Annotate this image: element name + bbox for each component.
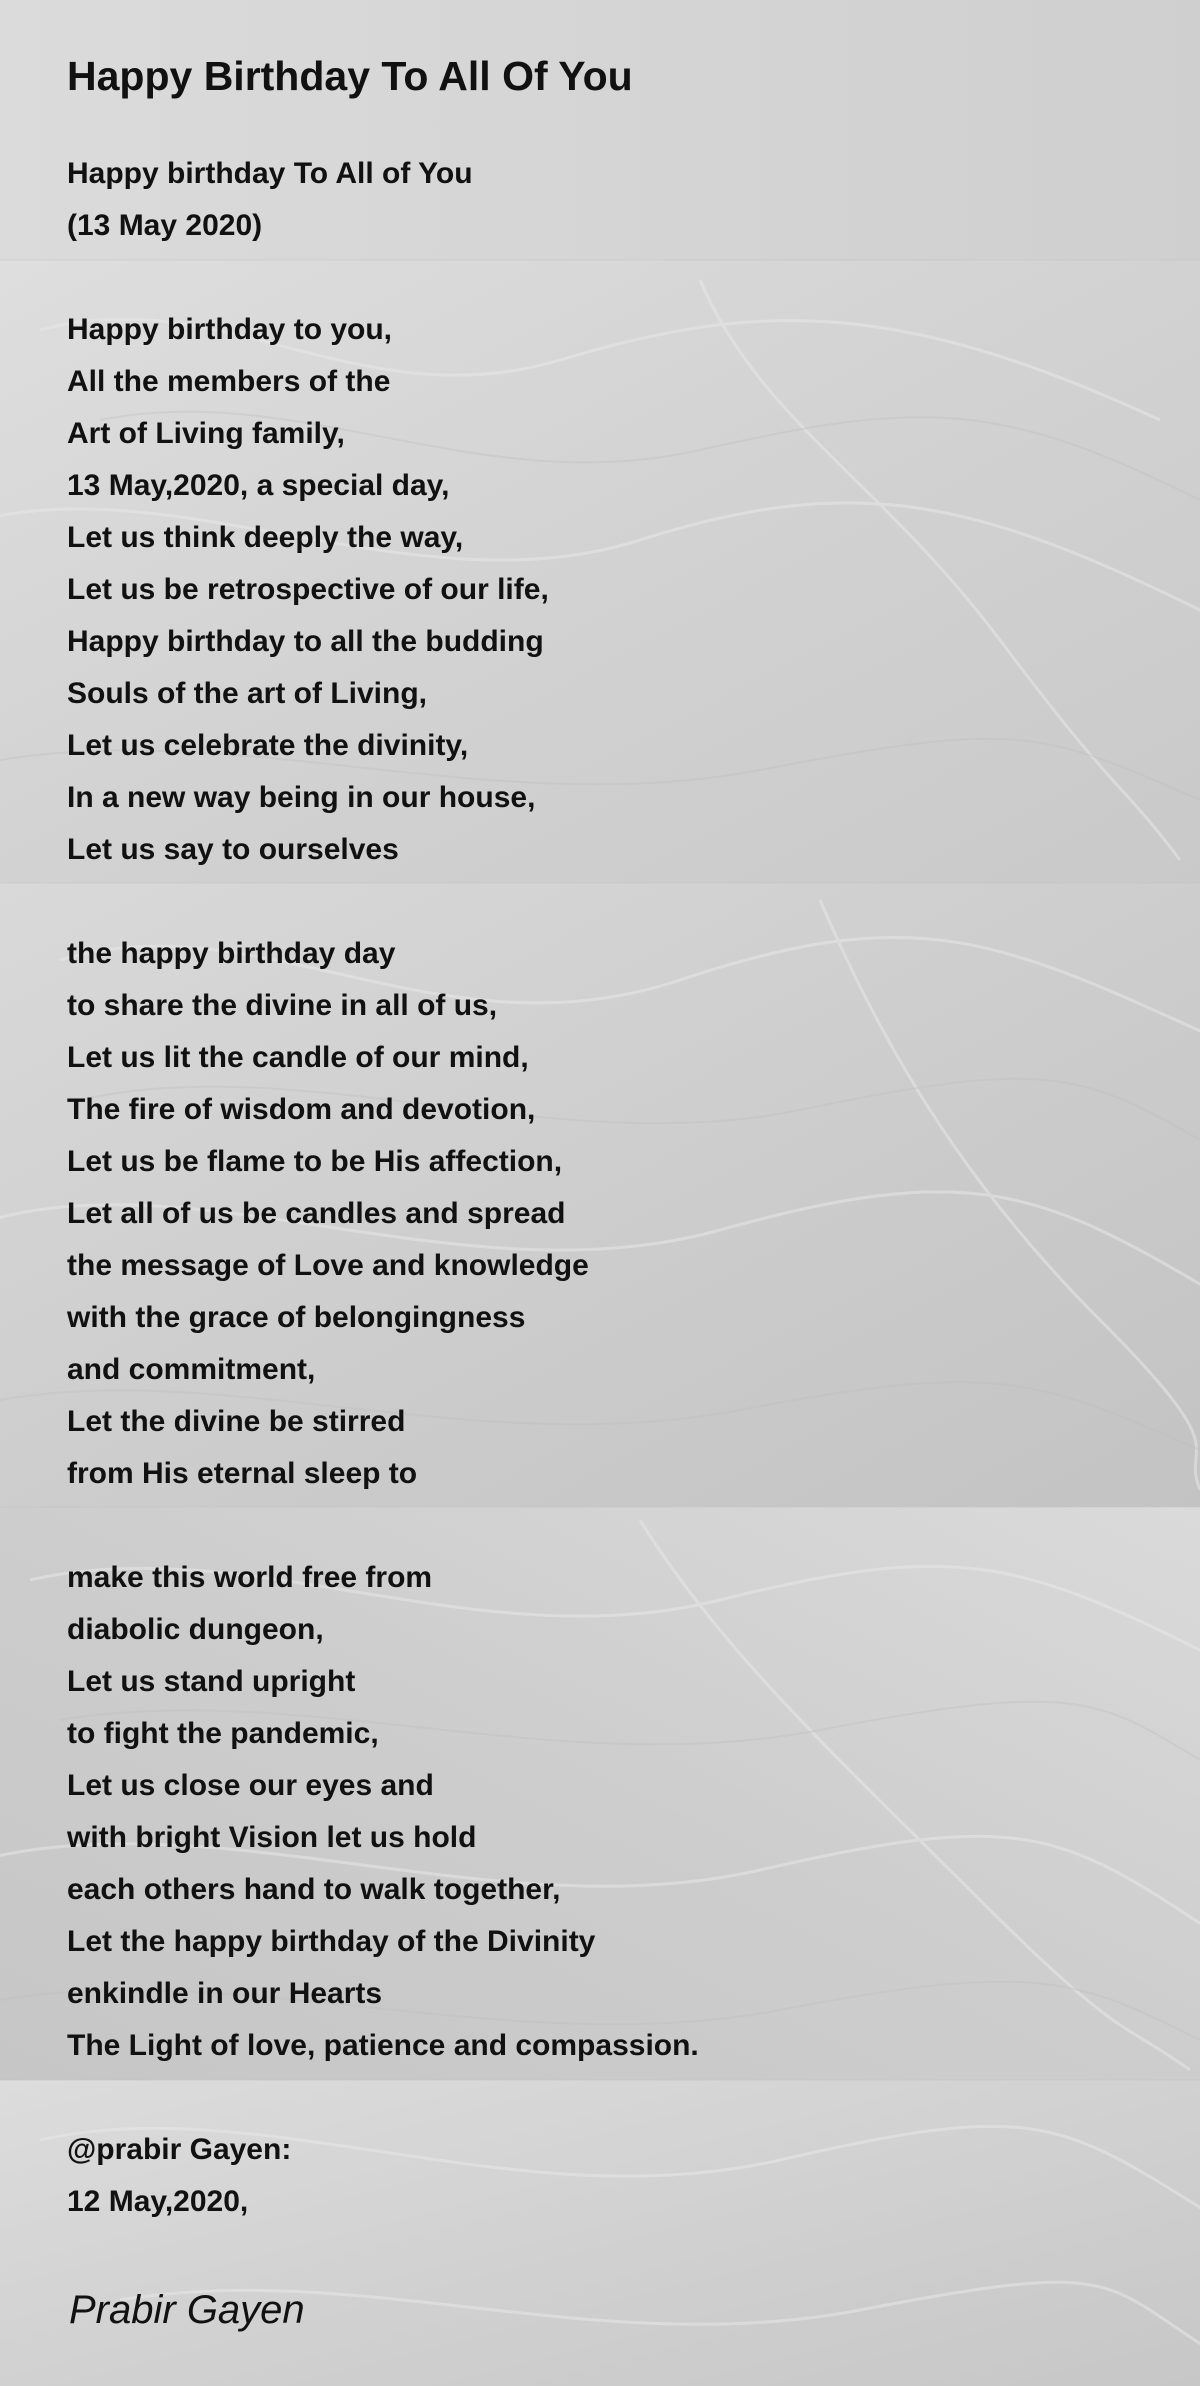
poem-line: Souls of the art of Living, [67,677,427,710]
poem-line: Let us say to ourselves [67,833,399,866]
poem-stanza-3 [67,928,589,1500]
poem-line: the happy birthday day [67,937,396,970]
poem-line: Happy birthday to you, [67,313,393,346]
poem-stanza-1 [67,148,473,252]
poem-line: Let us think deeply the way, [67,521,464,554]
poem-line: to fight the pandemic, [67,1717,379,1750]
poem-line: Let us be retrospective of our life, [67,573,549,606]
poem-line: diabolic dungeon, [67,1613,324,1646]
poem-line: The Light of love, patience and compassion. [67,2029,699,2062]
poem-line: each others hand to walk together, [67,1873,561,1906]
poem-line: the message of Love and knowledge [67,1249,589,1282]
poem-line: Let the divine be stirred [67,1405,406,1438]
poem-line: Art of Living family, [67,417,345,450]
poem-line: Happy birthday To All of You [67,157,473,190]
poem-line: Let us lit the candle of our mind, [67,1041,529,1074]
poem-line: (13 May 2020) [67,209,263,242]
poem-line: Let the happy birthday of the Divinity [67,1925,596,1958]
poem-line: 13 May,2020, a special day, [67,469,450,502]
poem-line: All the members of the [67,365,391,398]
poem-line: and commitment, [67,1353,316,1386]
poem-line: Happy birthday to all the budding [67,625,544,658]
poem-title: Happy Birthday To All Of You [67,53,633,99]
poem-author: Prabir Gayen [69,2288,305,2332]
poem-line: Let us close our eyes and [67,1769,434,1802]
poem-line: enkindle in our Hearts [67,1977,383,2010]
poem-line: make this world free from [67,1561,433,1594]
poem-stanza-2 [67,304,549,876]
poem-line: with bright Vision let us hold [67,1821,477,1854]
poem-line: Let us stand upright [67,1665,356,1698]
poem-line: Let all of us be candles and spread [67,1197,566,1230]
poem-stanza-4 [67,1552,699,2072]
poem-line: with the grace of belongingness [67,1301,526,1334]
poem-line: 12 May,2020, [67,2185,249,2218]
poem-line: from His eternal sleep to [67,1457,418,1490]
poem-line: Let us be flame to be His affection, [67,1145,563,1178]
poem-line: to share the divine in all of us, [67,989,498,1022]
poem-line: Let us celebrate the divinity, [67,729,469,762]
poem-line: The fire of wisdom and devotion, [67,1093,536,1126]
poem-signature [67,2124,291,2228]
poem-line: @prabir Gayen: [67,2133,292,2166]
poem-line: In a new way being in our house, [67,781,536,814]
